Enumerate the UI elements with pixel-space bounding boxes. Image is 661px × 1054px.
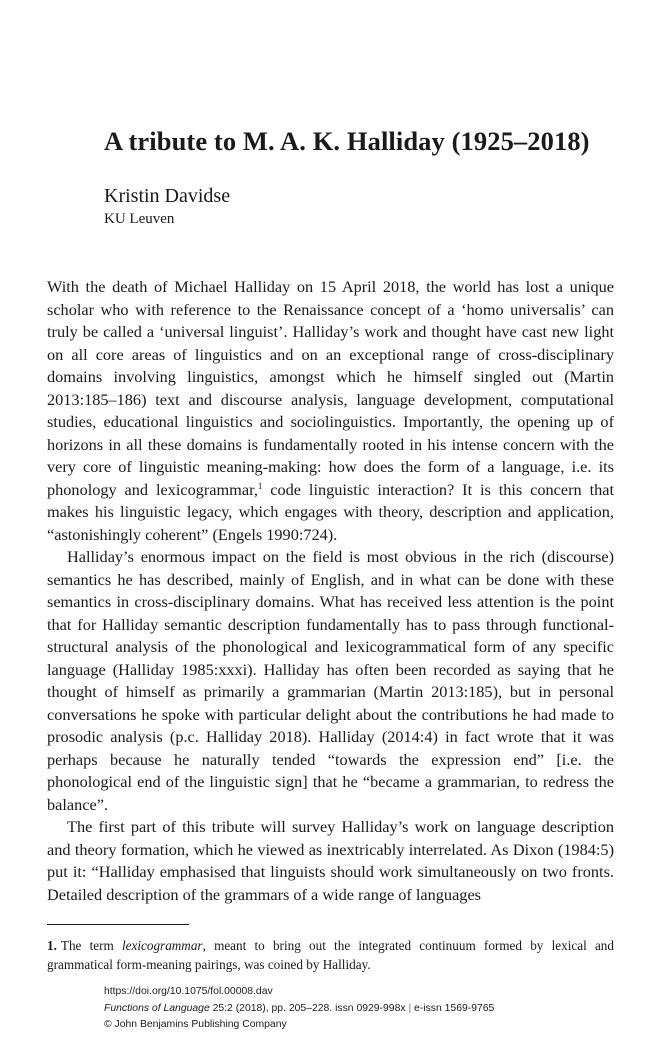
footnote-1 (47, 936, 614, 974)
paragraph-1-text-b: code linguistic interaction? It is this concern that makes his linguistic legacy, which engages with theory, description and application, “astonishingly coherent” (Engels 1990:724). (47, 479, 614, 544)
paragraph-2: Halliday’s enormous impact on the field is most obvious in the rich (discourse) semantics he has described, mainly of English, and in what can be done with these semantics in cross-disciplinary domains. What has received less attention is the point that for Halliday semantic description fundamentally has to pass through functional-structural analysis of the phonological and lexicogrammatical form of any specific language (Halliday 1985:xxxi). Halliday has often been recorded as saying that he thought of himself as primarily a grammarian (Martin 2013:185), but in personal conversations he spoke with particular delight about the contributions he had made to prosodic analysis (p.c. Halliday 2018). Halliday (2014:4) in fact wrote that it was perhaps because he naturally tended “towards the expression end” [i.e. the phonological end of the linguistic sign] that he “became a grammarian, to redress the balance”. (47, 547, 614, 814)
journal-name: Functions of Language (104, 1002, 210, 1014)
footnote-ref-1[interactable]: 1 (257, 480, 263, 491)
citation-details: 25:2 (2018), pp. 205–228. (209, 1002, 333, 1014)
paragraph-1 (47, 276, 614, 546)
issn: issn 0929-998x (332, 1002, 409, 1014)
publication-metadata (104, 984, 494, 1034)
author-affiliation: KU Leuven (104, 211, 175, 227)
footnote-text-b: , meant to bring out the integrated continuum formed by lexical and grammatical form-meaning pairings, was coined by Halliday. (47, 938, 614, 972)
paragraph-3: The first part of this tribute will survey Halliday’s work on language description and theory formation, which he viewed as inextricably interrelated. As Dixon (1984:5) put it: “Halliday emphasised that linguists should work simultaneously on two fronts. Detailed description of the grammars of a wide range of languages (47, 817, 614, 904)
article-body (47, 276, 614, 906)
copyright-notice: © John Benjamins Publishing Company (104, 1019, 287, 1030)
author-name: Kristin Davidse (104, 185, 231, 207)
footnote-text-a: The term (60, 938, 122, 953)
eissn: e-issn 1569-9765 (411, 1002, 495, 1014)
footnote-number: 1. (47, 938, 57, 953)
footnote-term: lexicogrammar (121, 938, 203, 953)
article-title: A tribute to M. A. K. Halliday (1925–2018) (104, 126, 590, 156)
doi-link[interactable]: https://doi.org/10.1075/fol.00008.dav (104, 986, 273, 997)
paragraph-1-text-a: With the death of Michael Halliday on 15 April 2018, the world has lost a unique scholar who with reference to the Renaissance concept of a ‘homo universalis’ can truly be called a ‘universal linguist’. Halliday’s work and thought have cast new light on all core areas of linguistics and on an exceptional range of cross-disciplinary domains involving linguistics, amongst which he himself singled out (Martin 2013:185–186) text and discourse analysis, language development, computational studies, educational linguistics and sociolinguistics. Importantly, the opening up of horizons in all these domains is fundamentally rooted in his intense concern with the very core of linguistic meaning-making: how does the form of a language, i.e. its phonology and lexicogrammar, (47, 277, 614, 499)
citation-line (104, 1001, 494, 1018)
issn-separator: | (408, 1002, 412, 1014)
footnote-divider (47, 924, 189, 925)
